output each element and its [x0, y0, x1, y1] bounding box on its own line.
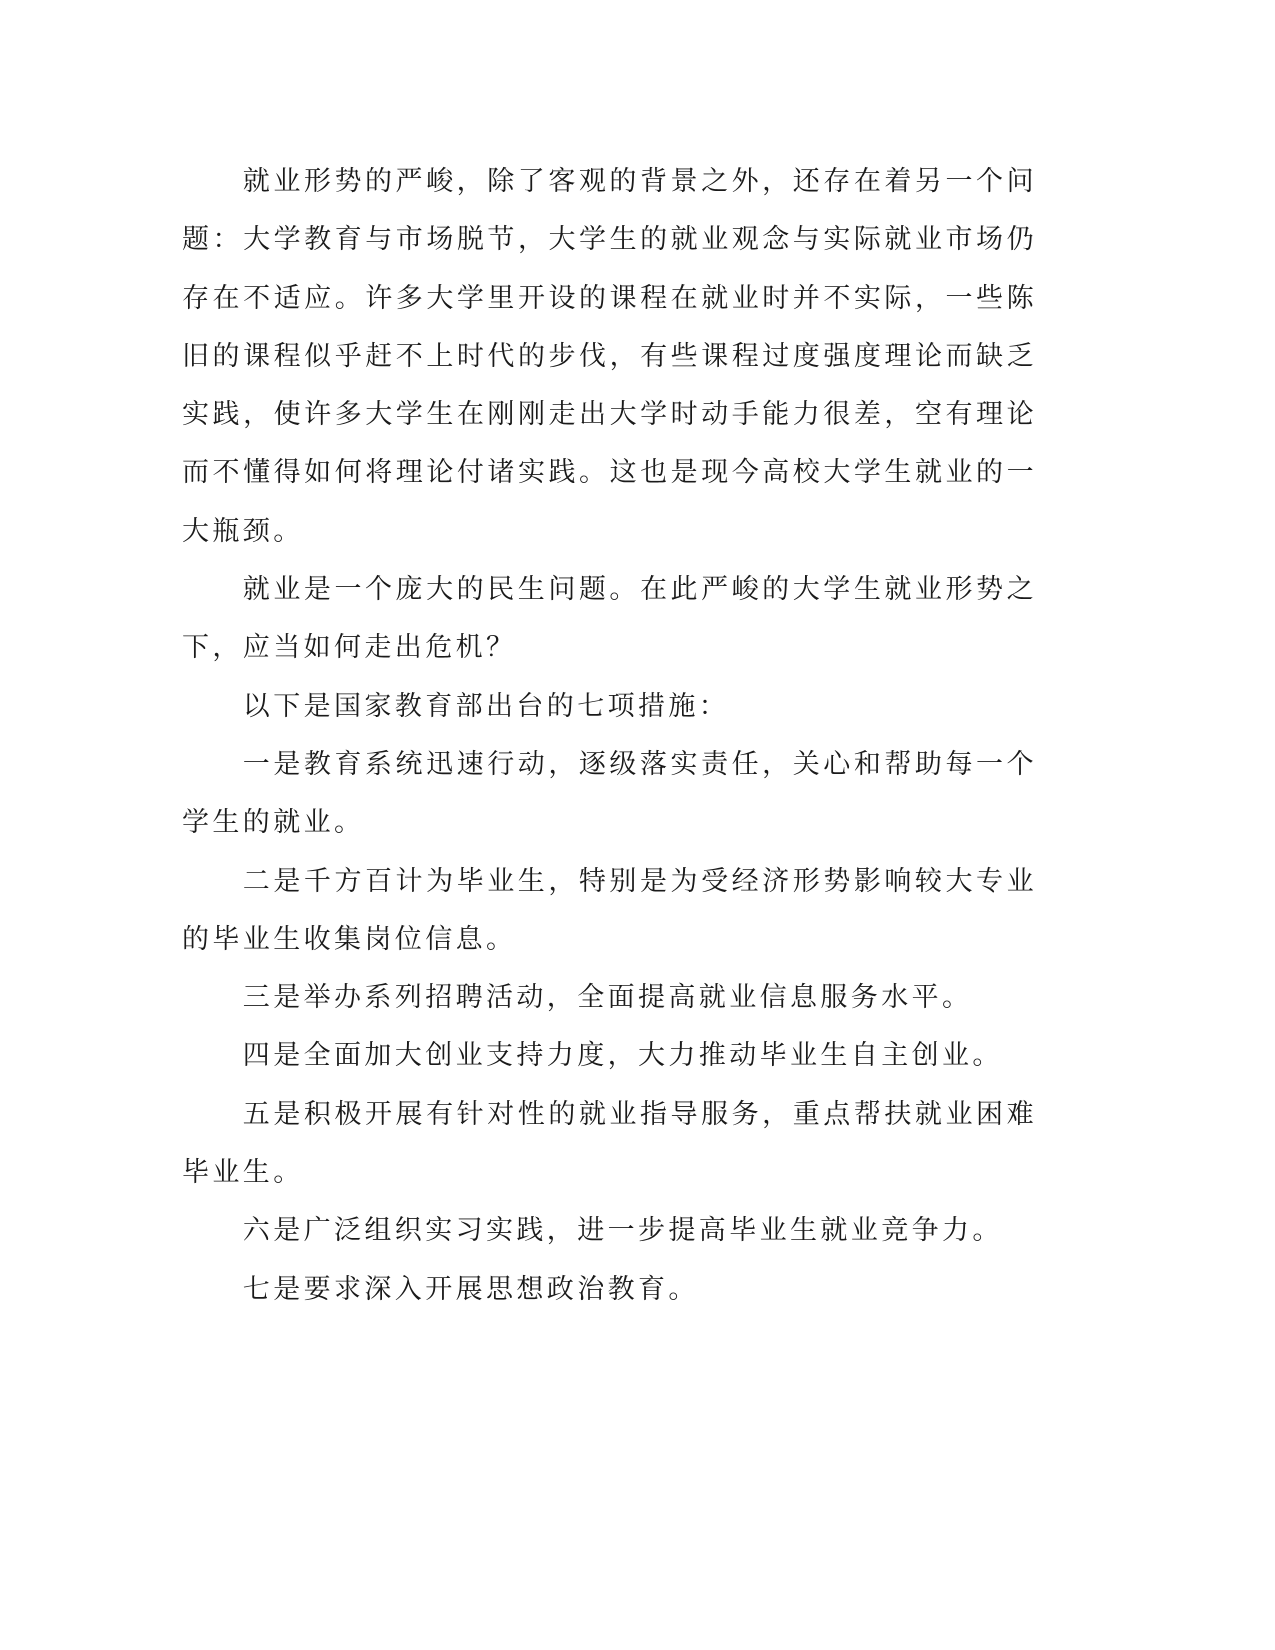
paragraph-measure-6: 六是广泛组织实习实践，进一步提高毕业生就业竞争力。 [242, 1215, 1003, 1247]
paragraph-measure-1: 一是教育系统迅速行动，逐级落实责任，关心和帮助每一个学生的就业。 [182, 748, 1037, 839]
paragraph-measure-7: 七是要求深入开展思想政治教育。 [242, 1273, 699, 1305]
paragraph-measure-2: 二是千方百计为毕业生，特别是为受经济形势影响较大专业的毕业生收集岗位信息。 [182, 865, 1037, 955]
paragraph-measure-4: 四是全面加大创业支持力度，大力推动毕业生自主创业。 [242, 1040, 1003, 1072]
paragraph-measure-3: 三是举办系列招聘活动，全面提高就业信息服务水平。 [242, 982, 973, 1014]
paragraph-measures-heading: 以下是国家教育部出台的七项措施： [242, 690, 730, 722]
paragraph-intro: 就业形势的严峻，除了客观的背景之外，还存在着另一个问题：大学教育与市场脱节，大学生的就业观念与实际就业市场仍存在不适应。许多大学里开设的课程在就业时并不实际，一些陈旧的课程似乎赶不上时代的步伐，有些课程过度强度理论而缺乏实践，使许多大学生在刚刚走出大学时动手能力很差，空有理论而不懂得如何将理论付诸实践。这也是现今高校大学生就业的一大瓶颈。 [182, 166, 1037, 547]
paragraph-measure-5: 五是积极开展有针对性的就业指导服务，重点帮扶就业困难毕业生。 [182, 1098, 1037, 1189]
document-body [182, 153, 1037, 1319]
paragraph-question: 就业是一个庞大的民生问题。在此严峻的大学生就业形势之下，应当如何走出危机？ [182, 574, 1037, 664]
